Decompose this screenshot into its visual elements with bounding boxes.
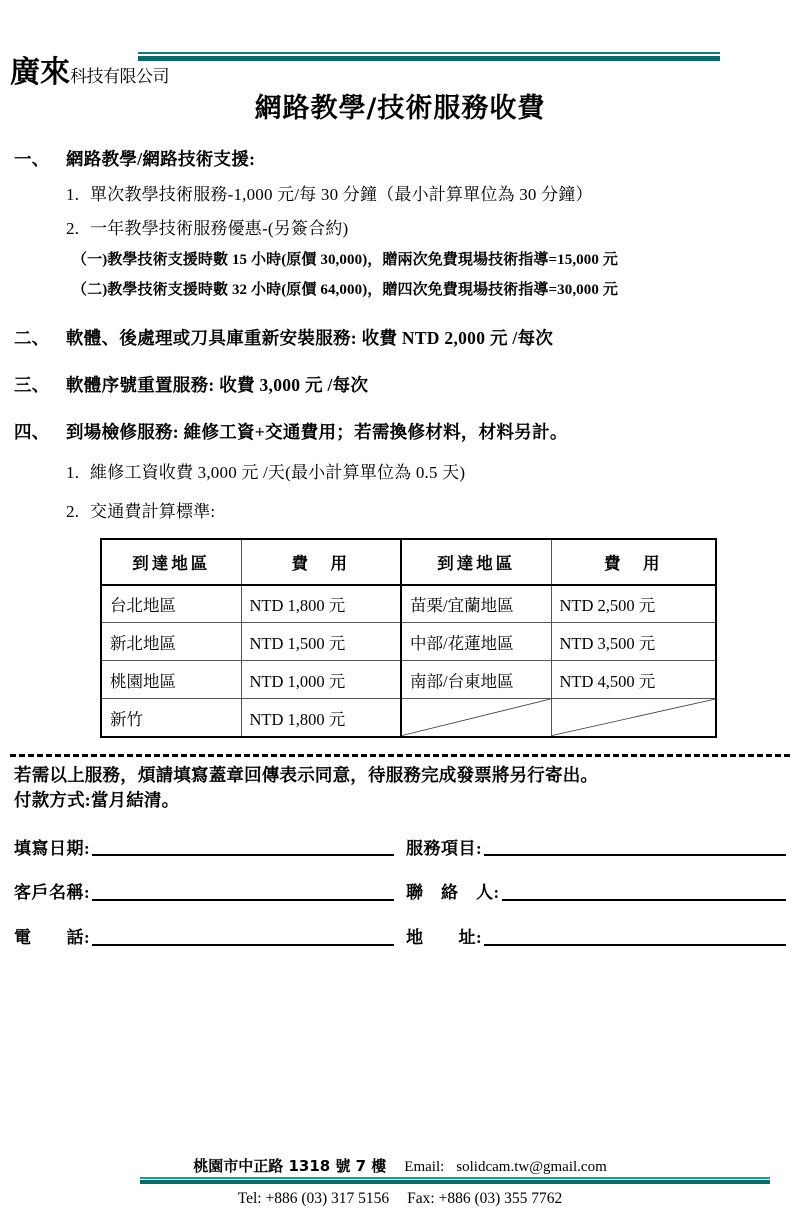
section-title-4: 到場檢修服務: 維修工資+交通費用；若需換修材料，材料另計。 [66, 421, 568, 442]
page-footer [0, 1158, 800, 1208]
field-label-customer-name: 客戶名稱: [14, 883, 91, 903]
footer-fax: Fax: +886 (03) 355 7762 [407, 1190, 563, 1207]
section-number-1: 一、 [14, 148, 50, 169]
footer-tel: Tel: +886 (03) 317 5156 [237, 1190, 390, 1207]
field-fill-date[interactable] [14, 840, 394, 859]
section-1-item-2 [14, 214, 788, 239]
section-4-item-2 [14, 497, 788, 522]
field-input-service-item[interactable] [484, 854, 786, 856]
section-4-item-1-text: 維修工資收費 3,000 元 /天(最小計算單位為 0.5 天) [90, 462, 466, 482]
field-label-fill-date: 填寫日期: [14, 838, 91, 858]
table-cell-region: 新竹 [101, 699, 241, 737]
section-heading-2 [14, 325, 788, 350]
form-row-3 [14, 929, 786, 948]
table-row [101, 623, 716, 661]
section-4-item-2-text: 交通費計算標準: [90, 501, 216, 521]
footer-rule-thick [140, 1180, 770, 1184]
section-heading-4 [14, 419, 788, 444]
table-cell-empty-struck [401, 699, 551, 737]
footer-address-line [0, 1158, 800, 1176]
notice-line-1: 若需以上服務，煩請填寫蓋章回傳表示同意，待服務完成發票將另行寄出。 [14, 764, 599, 785]
table-header-fee-2: 費 用 [551, 539, 716, 585]
table-cell-fee: NTD 1,500 元 [241, 623, 401, 661]
notice-line-2: 付款方式:當月結清。 [14, 790, 180, 811]
footer-email-label: Email: [404, 1159, 445, 1175]
company-logo [10, 55, 169, 90]
field-input-phone[interactable] [92, 944, 394, 946]
table-header-row [101, 539, 716, 585]
company-name-sub: 科技有限公司 [70, 67, 169, 87]
field-label-contact-person: 聯 絡 人: [406, 883, 500, 903]
field-label-service-item: 服務項目: [406, 838, 483, 858]
section-heading-1 [14, 146, 788, 171]
table-row [101, 585, 716, 623]
notice-block [0, 757, 800, 814]
section-heading-3 [14, 372, 788, 397]
table-cell-empty-struck [551, 699, 716, 737]
section-number-3: 三、 [14, 374, 50, 395]
field-label-address: 地 址: [406, 927, 483, 947]
footer-address-band [0, 1158, 800, 1184]
field-input-fill-date[interactable] [92, 854, 394, 856]
section-1-subitem-1: （一)教學技術支援時數 15 小時(原價 30,000)，贈兩次免費現場技術指導=15,000 元 [72, 251, 618, 268]
company-name-main: 廣來 [10, 55, 70, 90]
section-title-3: 軟體序號重置服務: 收費 3,000 元 /每次 [66, 374, 369, 395]
field-service-item[interactable] [406, 840, 786, 859]
header-teal-rule [138, 52, 720, 62]
table-cell-fee: NTD 1,000 元 [241, 661, 401, 699]
footer-teal-rule [140, 1177, 770, 1184]
field-input-contact-person[interactable] [502, 899, 786, 901]
table-header-region-2: 到達地區 [401, 539, 551, 585]
section-1-item-1-bullet: 1. [66, 184, 80, 204]
table-header-region-1: 到達地區 [101, 539, 241, 585]
travel-fee-table [100, 538, 717, 738]
section-title-2: 軟體、後處理或刀具庫重新安裝服務: 收費 NTD 2,000 元 /每次 [66, 327, 554, 348]
form-row-1 [14, 840, 786, 859]
table-cell-fee: NTD 3,500 元 [551, 623, 716, 661]
table-header-fee-1: 費 用 [241, 539, 401, 585]
field-address[interactable] [406, 929, 786, 948]
section-1-item-1 [14, 180, 788, 205]
footer-address-text: 桃園市中正路 1318 號 7 樓 [193, 1157, 387, 1175]
table-cell-region: 南部/台東地區 [401, 661, 551, 699]
page-header [0, 36, 800, 88]
page-title: 網路教學/技術服務收費 [254, 93, 546, 124]
field-input-customer-name[interactable] [92, 899, 394, 901]
section-number-2: 二、 [14, 327, 50, 348]
section-number-4: 四、 [14, 421, 50, 442]
travel-fee-table-wrapper [0, 538, 800, 738]
table-cell-fee: NTD 4,500 元 [551, 661, 716, 699]
form-row-2 [14, 884, 786, 903]
table-cell-fee: NTD 2,500 元 [551, 585, 716, 623]
section-title-1: 網路教學/網路技術支援: [66, 148, 256, 169]
section-4-item-2-bullet: 2. [66, 501, 80, 521]
footer-contact-line [0, 1190, 800, 1208]
section-4-item-1-bullet: 1. [66, 462, 80, 482]
footer-email-value[interactable]: solidcam.tw@gmail.com [456, 1159, 607, 1175]
field-input-address[interactable] [484, 944, 786, 946]
diagonal-strike-icon [552, 699, 716, 736]
section-1-item-2-text: 一年教學技術服務優惠-(另簽合約) [90, 218, 349, 238]
reply-form [0, 840, 800, 948]
header-rule-thin [138, 52, 720, 54]
table-row [101, 661, 716, 699]
table-cell-region: 苗栗/宜蘭地區 [401, 585, 551, 623]
header-rule-thick [138, 56, 720, 61]
table-cell-region: 新北地區 [101, 623, 241, 661]
table-cell-region: 台北地區 [101, 585, 241, 623]
table-cell-fee: NTD 1,800 元 [241, 699, 401, 737]
section-4-item-1 [14, 458, 788, 483]
footer-rule-thin [140, 1177, 770, 1179]
table-row [101, 699, 716, 737]
field-label-phone: 電 話: [14, 927, 91, 947]
field-contact-person[interactable] [406, 884, 786, 903]
table-cell-region: 中部/花蓮地區 [401, 623, 551, 661]
section-1-item-1-text: 單次教學技術服務-1,000 元/每 30 分鐘（最小計算單位為 30 分鐘） [90, 184, 593, 204]
field-customer-name[interactable] [14, 884, 394, 903]
diagonal-strike-icon [402, 699, 551, 736]
table-cell-region: 桃園地區 [101, 661, 241, 699]
document-body [0, 146, 800, 522]
field-phone[interactable] [14, 929, 394, 948]
table-cell-fee: NTD 1,800 元 [241, 585, 401, 623]
section-1-subitem-2: （二)教學技術支援時數 32 小時(原價 64,000)，贈四次免費現場技術指導=30,000 元 [72, 281, 618, 298]
section-1-item-2-bullet: 2. [66, 218, 80, 238]
